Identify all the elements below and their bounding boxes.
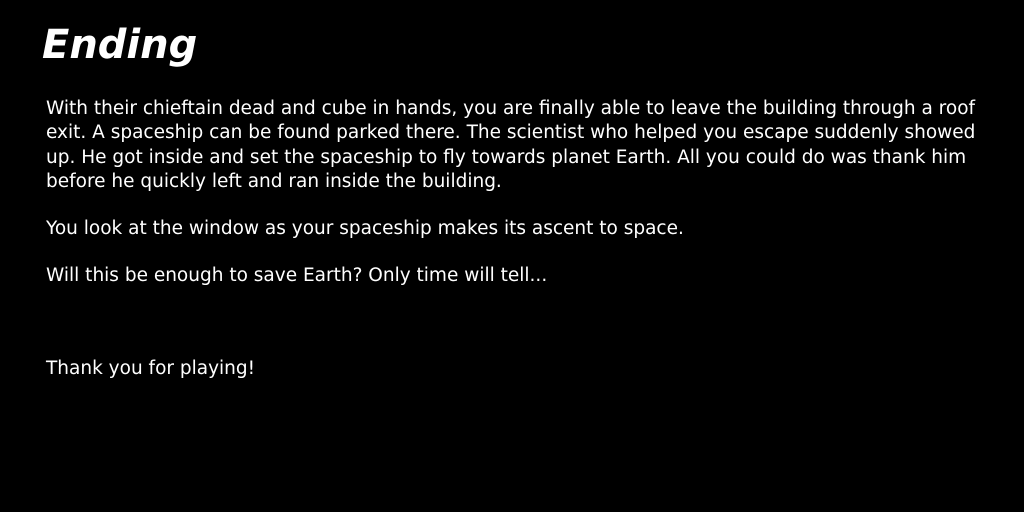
story-text	[46, 97, 976, 289]
story-paragraph-question: Will this be enough to save Earth? Only time will tell...	[46, 265, 548, 287]
story-paragraph-escape: With their chieftain dead and cube in hands, you are finally able to leave the building through a roof exit. A spaceship can be found parked there. The scientist who helped you escape suddenly showed up. He got inside and set the spaceship to fly towards planet Earth. All you could do was thank him before he quickly left and ran inside the building.	[46, 98, 976, 192]
story-paragraph-ascent: You look at the window as your spaceship makes its ascent to space.	[46, 218, 684, 240]
ending-title: Ending	[42, 22, 198, 68]
thank-you-message: Thank you for playing!	[46, 358, 256, 379]
